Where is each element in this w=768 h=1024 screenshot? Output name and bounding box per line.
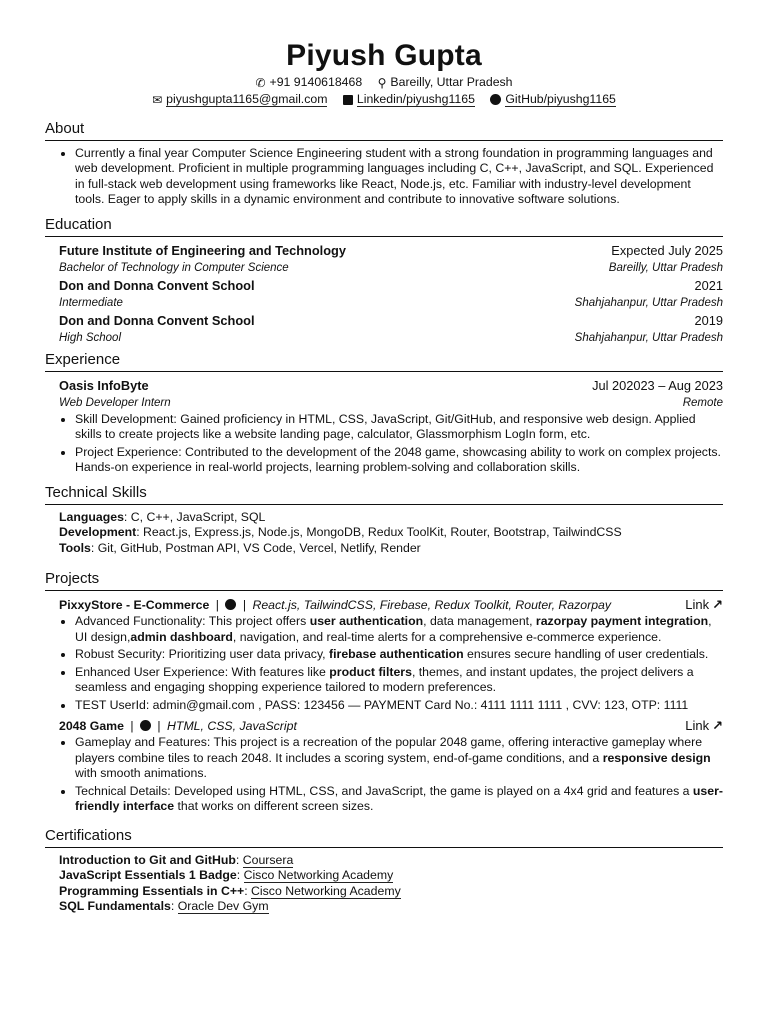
github-icon[interactable] <box>225 599 236 610</box>
about-text: • Currently a final year Computer Science Engineering student with a strong foundation in programming languages and web development. Proficient in multiple programming languages including C, C++, JavaScript, and SQL. Experienced in full-stack web development using frameworks like React, Node.js, etc. Familiar with industry-level development tools. Eager to apply skills in a dynamic environment and contribute to innovative software solutions. <box>75 146 723 208</box>
bold-run: razorpay payment integration <box>535 614 709 628</box>
cert-issuer-link[interactable]: Cisco Networking Academy <box>243 868 394 882</box>
project-bullets <box>59 614 723 713</box>
bold-run: admin dashboard <box>130 629 233 644</box>
email-link[interactable]: piyushgupta1165@gmail.com <box>166 91 328 106</box>
project-title: 2048 Game <box>59 719 124 733</box>
text-run: Gameplay and Features: This project is a recreation of the popular 2048 game, offering interactive gameplay where players combine tiles to reach 2048. It includes a scoring system, end-of-game conditions, and a <box>75 735 703 765</box>
projects-body <box>45 596 723 815</box>
education-place: Shahjahanpur, Uttar Pradesh <box>574 296 723 309</box>
text-run: , themes, and instant updates, the project delivers a seamless and engaging shopping experience tailored to modern preferences. <box>75 664 694 694</box>
certification-item: SQL Fundamentals: Oracle Dev Gym <box>59 899 269 913</box>
skills-tools <box>59 541 723 557</box>
experience-section <box>45 351 723 476</box>
text-run: , navigation, and real-time alerts for a comprehensive e-commerce experience. <box>232 629 662 644</box>
company-name: Oasis InfoByte <box>59 377 149 393</box>
bold-run: product filters <box>329 664 412 679</box>
external-link-icon[interactable]: ↗ <box>712 718 723 733</box>
cert-name: SQL Fundamentals <box>59 899 171 913</box>
text-run: Technical Details: Developed using HTML, CSS, and JavaScript, the game is played on a 4x4 grid and features a <box>75 783 693 798</box>
list-item <box>75 614 723 645</box>
projects-section <box>45 570 723 815</box>
project-link-label[interactable]: Link <box>685 597 710 612</box>
separator: | <box>242 598 247 612</box>
linkedin-item[interactable] <box>343 91 475 107</box>
list-item: • Skill Development: Gained proficiency in HTML, CSS, JavaScript, Git/GitHub, and responsive web design. Applied skills to create projects like a website landing page, calculator, Glassmorphism LogIn form, etc. <box>75 412 723 443</box>
experience-bullets <box>59 412 723 476</box>
experience-dates: Jul 202023 – Aug 2023 <box>592 377 723 393</box>
text-run: Advanced Functionality: This project offers <box>75 614 310 628</box>
education-entry <box>59 242 723 277</box>
map-pin-icon: ⚲ <box>377 75 387 90</box>
education-entry <box>59 312 723 347</box>
list-item <box>75 784 723 815</box>
list-item <box>75 647 723 663</box>
experience-title: Experience <box>45 351 723 372</box>
envelope-icon: ✉ <box>152 92 163 107</box>
github-icon <box>490 94 501 105</box>
about-section <box>45 120 723 208</box>
external-link-icon[interactable]: ↗ <box>712 597 723 612</box>
list-item: • TEST UserId: admin@gmail.com , PASS: 123456 — PAYMENT Card No.: 4111 1111 1111 , CVV: 123, OTP: 1111 <box>75 698 723 714</box>
contact-line-1 <box>45 74 723 91</box>
project-heading <box>59 717 297 735</box>
education-place: Bareilly, Uttar Pradesh <box>608 261 723 274</box>
cert-name: Programming Essentials in C++ <box>59 883 245 898</box>
phone-icon: ✆ <box>255 75 266 90</box>
email-item[interactable] <box>152 91 327 108</box>
separator: | <box>130 719 134 733</box>
location-item <box>378 74 513 91</box>
github-link[interactable]: GitHub/piyushg1165 <box>505 91 616 106</box>
text-run: , UI design, <box>75 614 712 644</box>
skills-body <box>45 510 723 557</box>
skills-value: : Git, GitHub, Postman API, VS Code, Vercel, Netlify, Render <box>90 540 421 555</box>
text-run: Robust Security: Prioritizing user data privacy, <box>75 647 330 661</box>
skills-languages <box>59 510 723 526</box>
degree-name: High School <box>59 331 122 344</box>
skills-title: Technical Skills <box>45 484 723 505</box>
project-heading <box>59 596 611 614</box>
project-link[interactable] <box>685 717 723 735</box>
education-title: Education <box>45 216 723 237</box>
separator: | <box>157 719 161 733</box>
skills-section <box>45 484 723 557</box>
certification-item: Introduction to Git and GitHub: Coursera <box>59 852 294 867</box>
github-item[interactable] <box>490 91 616 107</box>
text-run: that works on different screen sizes. <box>174 799 374 813</box>
phone-text: +91 9140618468 <box>269 75 363 89</box>
experience-body <box>45 377 723 476</box>
bold-run: user authentication <box>309 614 424 628</box>
project-tech: React.js, TailwindCSS, Firebase, Redux Toolkit, Router, Razorpay <box>252 598 612 612</box>
education-section <box>45 216 723 347</box>
phone-item <box>255 74 362 91</box>
text-run: ensures secure handling of user credentials. <box>463 647 709 661</box>
cert-issuer-link[interactable]: Cisco Networking Academy <box>251 883 401 898</box>
project-tech: HTML, CSS, JavaScript <box>167 719 297 733</box>
job-role: Web Developer Intern <box>59 396 171 409</box>
skills-label: Development <box>59 525 137 539</box>
about-title: About <box>45 120 723 141</box>
cert-issuer-link[interactable]: Coursera <box>242 852 294 867</box>
certification-item: JavaScript Essentials 1 Badge: Cisco Networking Academy <box>59 868 394 882</box>
school-name: Future Institute of Engineering and Technology <box>59 242 346 258</box>
education-entry <box>59 277 723 312</box>
project-header <box>59 596 723 614</box>
linkedin-link[interactable]: Linkedin/piyushg1165 <box>356 91 475 106</box>
degree-name: Bachelor of Technology in Computer Science <box>59 261 289 274</box>
bold-run: responsive design <box>602 750 711 765</box>
certification-item: Programming Essentials in C++: Cisco Networking Academy <box>59 883 401 898</box>
about-list <box>45 146 723 208</box>
linkedin-icon <box>343 95 353 105</box>
work-mode: Remote <box>682 396 723 409</box>
list-item <box>75 735 723 782</box>
contact-line-2 <box>45 91 723 108</box>
education-body <box>45 242 723 347</box>
github-icon[interactable] <box>140 720 151 731</box>
bold-run: user-friendly interface <box>75 783 723 813</box>
degree-name: Intermediate <box>59 296 123 309</box>
skills-label: Tools <box>59 540 91 555</box>
location-text: Bareilly, Uttar Pradesh <box>390 75 513 89</box>
resume-name: Piyush Gupta <box>286 39 482 72</box>
education-place: Shahjahanpur, Uttar Pradesh <box>574 331 723 344</box>
list-item <box>75 665 723 696</box>
project-bullets <box>59 735 723 815</box>
education-date: 2019 <box>694 312 723 328</box>
text-run: with smooth animations. <box>75 766 207 780</box>
certifications-title: Certifications <box>45 827 723 848</box>
bold-run: firebase authentication <box>329 647 464 661</box>
skills-value: : C, C++, JavaScript, SQL <box>123 509 266 524</box>
separator: | <box>215 598 219 612</box>
school-name: Don and Donna Convent School <box>59 312 255 328</box>
text-run: Enhanced User Experience: With features like <box>75 664 330 679</box>
list-item: • Project Experience: Contributed to the development of the 2048 game, showcasing ability to work on complex projects. Hands-on experience in real-world projects, learning problem-solving and collaboration skills. <box>75 445 723 476</box>
text-run: , data management, <box>423 614 536 628</box>
projects-title: Projects <box>45 570 723 591</box>
cert-name: JavaScript Essentials 1 Badge <box>59 868 237 882</box>
project-link[interactable] <box>685 596 723 614</box>
certifications-body <box>45 853 723 915</box>
skills-development <box>59 525 723 541</box>
cert-name: Introduction to Git and GitHub <box>59 852 236 867</box>
education-date: 2021 <box>694 277 723 293</box>
certifications-section <box>45 827 723 915</box>
skills-label: Languages <box>59 509 124 524</box>
resume-page <box>45 38 723 915</box>
education-date: Expected July 2025 <box>611 242 723 258</box>
skills-value: : React.js, Express.js, Node.js, MongoDB, Redux ToolKit, Router, Bootstrap, TailwindCSS <box>136 525 622 539</box>
project-header <box>59 717 723 735</box>
cert-issuer-link[interactable]: Oracle Dev Gym <box>177 899 269 913</box>
project-title: PixxyStore - E-Commerce <box>59 598 210 612</box>
school-name: Don and Donna Convent School <box>59 277 255 293</box>
project-link-label[interactable]: Link <box>685 718 710 733</box>
